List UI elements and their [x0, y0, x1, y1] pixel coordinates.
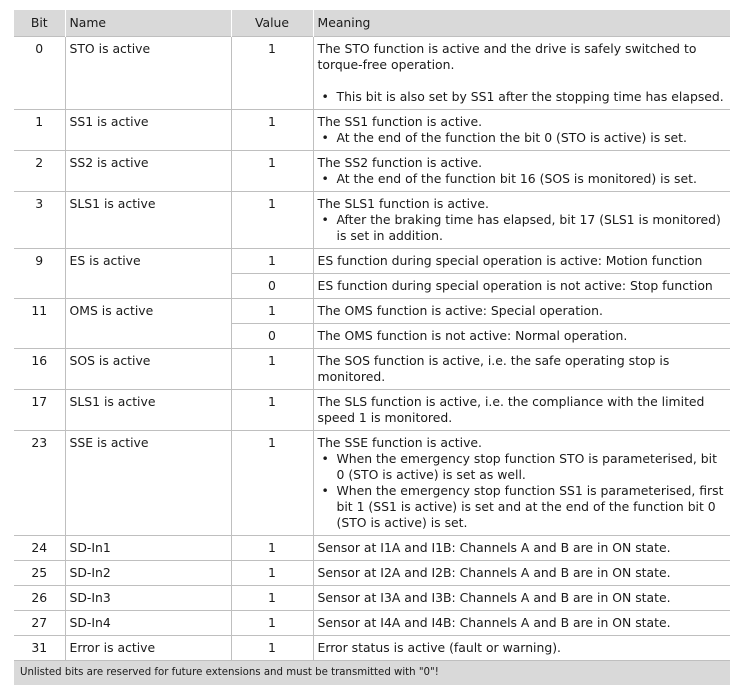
meaning-bullet: • This bit is also set by SS1 after the stopping time has elapsed.: [318, 89, 727, 105]
header-bit: Bit: [14, 10, 65, 37]
bit-cell: 23: [14, 431, 65, 536]
name-cell: SD-In4: [65, 611, 231, 636]
bit-cell: 2: [14, 151, 65, 192]
table-footnote: Unlisted bits are reserved for future extensions and must be transmitted with "0"!: [14, 660, 730, 685]
table-row: [14, 299, 730, 324]
meaning-text: Sensor at I2A and I2B: Channels A and B are in ON state.: [313, 561, 730, 586]
table-row: [14, 192, 730, 249]
value-cell: 1: [231, 390, 313, 431]
name-cell: STO is active: [65, 37, 231, 110]
bit-cell: 24: [14, 536, 65, 561]
name-cell: SLS1 is active: [65, 192, 231, 249]
meaning-text: ES function during special operation is active: Motion function: [313, 249, 730, 274]
meaning-text: The SS1 function is active.: [317, 114, 483, 129]
table-row: [14, 611, 730, 636]
value-cell: 1: [231, 431, 313, 536]
name-cell: SD-In3: [65, 586, 231, 611]
meaning-cell: [313, 192, 730, 249]
name-cell: SD-In1: [65, 536, 231, 561]
meaning-bullet: • At the end of the function the bit 0 (STO is active) is set.: [318, 130, 727, 146]
bit-cell: 27: [14, 611, 65, 636]
meaning-cell: [313, 151, 730, 192]
value-cell: 1: [231, 561, 313, 586]
name-cell: SD-In2: [65, 561, 231, 586]
value-cell: 1: [231, 249, 313, 274]
table-row: [14, 151, 730, 192]
name-cell: ES is active: [65, 249, 231, 299]
table-row: [14, 561, 730, 586]
value-cell: 1: [231, 586, 313, 611]
table-header-row: [14, 10, 730, 37]
bit-cell: 25: [14, 561, 65, 586]
bit-cell: 0: [14, 37, 65, 110]
table-row: [14, 349, 730, 390]
value-cell: 1: [231, 110, 313, 151]
bit-cell: 11: [14, 299, 65, 349]
bit-cell: 31: [14, 636, 65, 661]
name-cell: SS1 is active: [65, 110, 231, 151]
value-cell: 1: [231, 299, 313, 324]
header-value: Value: [231, 10, 313, 37]
table-row: [14, 636, 730, 661]
meaning-text: The SS2 function is active.: [317, 155, 483, 170]
value-cell: 1: [231, 536, 313, 561]
value-cell: 1: [231, 349, 313, 390]
bit-cell: 9: [14, 249, 65, 299]
name-cell: Error is active: [65, 636, 231, 661]
bit-cell: 3: [14, 192, 65, 249]
value-cell: 1: [231, 37, 313, 110]
meaning-text: The SOS function is active, i.e. the safe operating stop is monitored.: [313, 349, 730, 390]
table-row: [14, 390, 730, 431]
value-cell: 0: [231, 324, 313, 349]
meaning-bullet: • When the emergency stop function STO is parameterised, bit 0 (STO is active) is set as well.: [318, 451, 727, 483]
header-meaning: Meaning: [313, 10, 730, 37]
bit-table-container: [14, 10, 730, 685]
status-bit-table: [14, 10, 730, 660]
meaning-text: Sensor at I4A and I4B: Channels A and B are in ON state.: [313, 611, 730, 636]
table-row: [14, 586, 730, 611]
meaning-bullet: • At the end of the function bit 16 (SOS is monitored) is set.: [318, 171, 727, 187]
meaning-text: Sensor at I3A and I3B: Channels A and B are in ON state.: [313, 586, 730, 611]
header-name: Name: [65, 10, 231, 37]
meaning-text: ES function during special operation is not active: Stop function: [313, 274, 730, 299]
table-row: [14, 249, 730, 274]
meaning-text: The OMS function is not active: Normal operation.: [313, 324, 730, 349]
bit-cell: 1: [14, 110, 65, 151]
table-row: [14, 431, 730, 536]
name-cell: SOS is active: [65, 349, 231, 390]
table-row: [14, 37, 730, 110]
name-cell: SLS1 is active: [65, 390, 231, 431]
value-cell: 0: [231, 274, 313, 299]
meaning-bullet: • After the braking time has elapsed, bit 17 (SLS1 is monitored) is set in addition.: [318, 212, 727, 244]
meaning-text: The SLS1 function is active.: [317, 196, 489, 211]
meaning-text: The OMS function is active: Special operation.: [313, 299, 730, 324]
bit-cell: 17: [14, 390, 65, 431]
value-cell: 1: [231, 151, 313, 192]
meaning-cell: [313, 37, 730, 110]
table-row: [14, 110, 730, 151]
name-cell: OMS is active: [65, 299, 231, 349]
meaning-text: Sensor at I1A and I1B: Channels A and B are in ON state.: [313, 536, 730, 561]
value-cell: 1: [231, 636, 313, 661]
table-row: [14, 536, 730, 561]
meaning-text: Error status is active (fault or warning).: [313, 636, 730, 661]
meaning-text: The SSE function is active.: [317, 435, 482, 450]
name-cell: SSE is active: [65, 431, 231, 536]
meaning-text: The SLS function is active, i.e. the compliance with the limited speed 1 is monitored.: [313, 390, 730, 431]
bit-cell: 16: [14, 349, 65, 390]
name-cell: SS2 is active: [65, 151, 231, 192]
bit-cell: 26: [14, 586, 65, 611]
value-cell: 1: [231, 611, 313, 636]
meaning-text: The STO function is active and the drive is safely switched to torque-free operation.: [317, 41, 697, 72]
meaning-cell: [313, 431, 730, 536]
meaning-cell: [313, 110, 730, 151]
value-cell: 1: [231, 192, 313, 249]
meaning-bullet: • When the emergency stop function SS1 is parameterised, first bit 1 (SS1 is active) is set and at the end of the function bit 0 (STO is active) is set.: [318, 483, 727, 531]
